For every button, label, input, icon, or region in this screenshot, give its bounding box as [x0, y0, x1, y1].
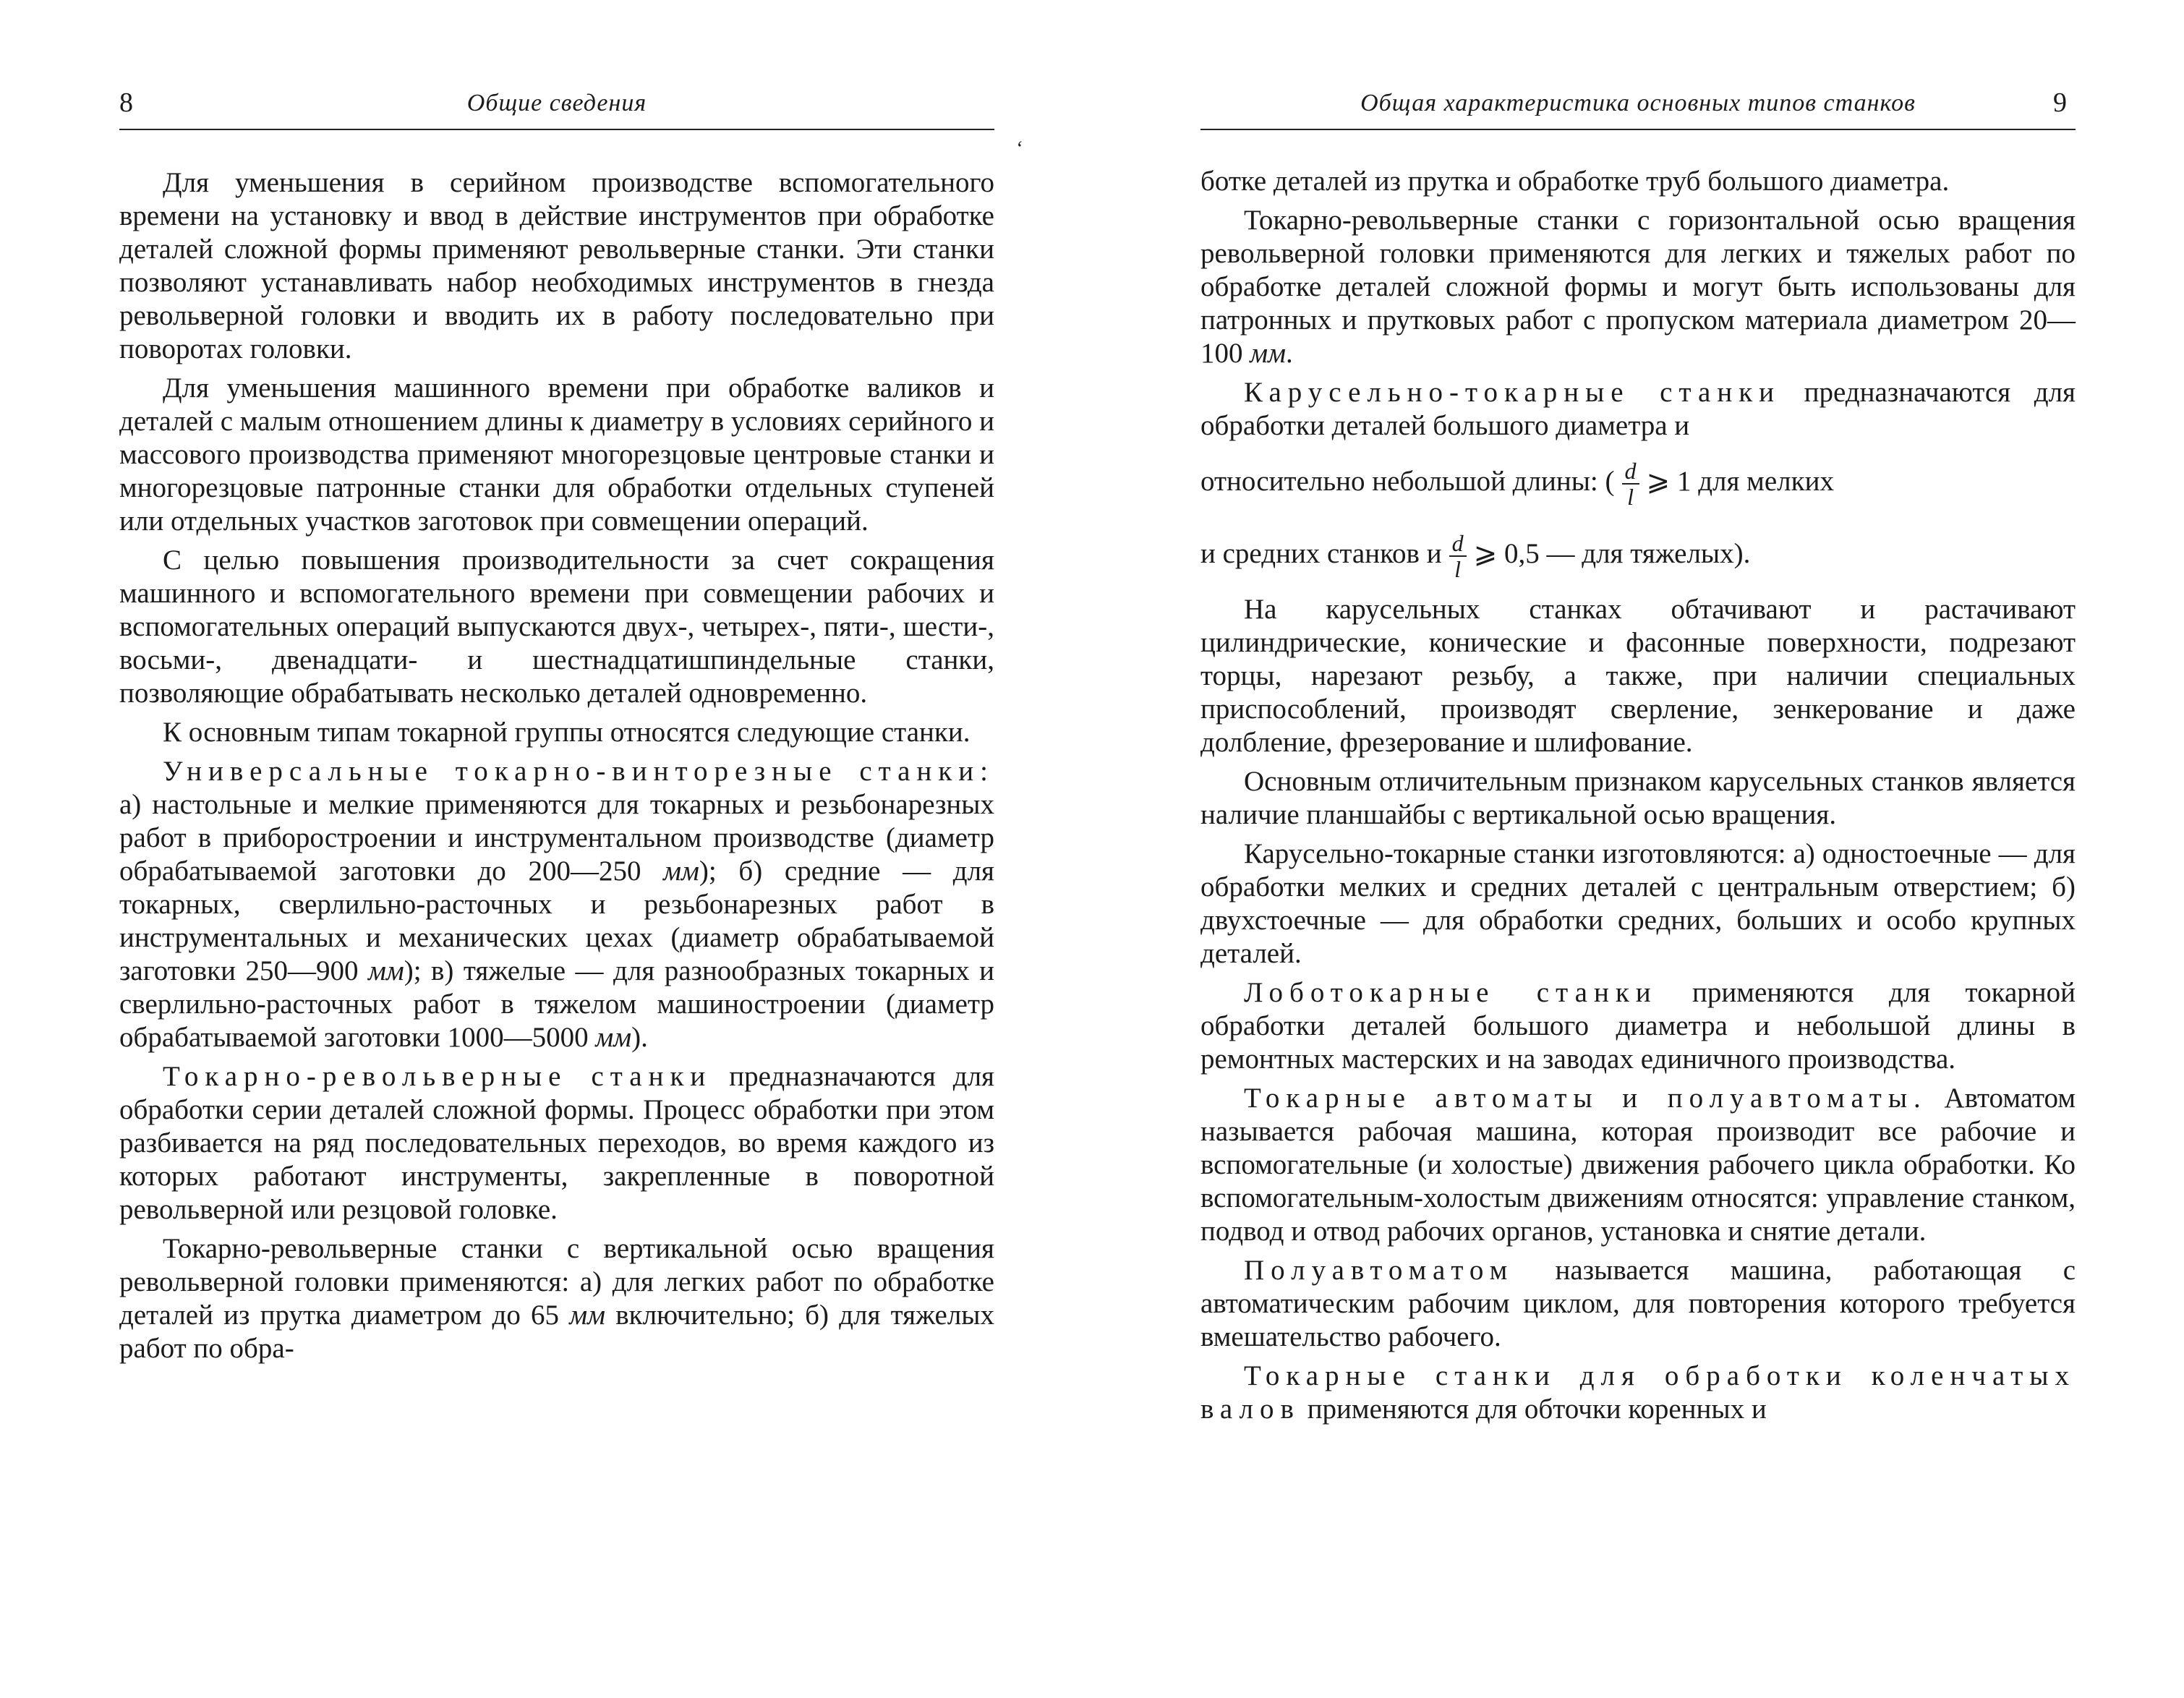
page-number: 8	[119, 88, 133, 118]
paragraph: Карусельно-токарные станки предназначаются для обработки деталей большого диаметра и	[1200, 377, 2076, 441]
header-rule	[1200, 129, 2076, 130]
running-title: Общие сведения	[466, 90, 647, 116]
paragraph: Токарные автоматы и полуавтоматы. Автоматом называется рабочая машина, которая производит все рабочие и вспомогательные (и холостые) движения рабочего цикла обработки. Ко вспомогательным-холостым движениям относятся: управление станком, подвод и отвод рабочих органов, установка и снятие детали.	[1200, 1083, 2076, 1247]
left-page	[119, 0, 994, 1698]
paragraph: Для уменьшения машинного времени при обработке валиков и деталей с малым отношением длины к диаметру в условиях серийного и массового производства применяют многорезцовые центровые станки и многорезцовые патронные станки для обработки отдельных ступеней или отдельных участков заготовок при совмещении операций.	[119, 372, 994, 537]
header-rule	[119, 129, 994, 130]
left-page-header	[119, 81, 994, 132]
unit: мм	[1250, 338, 1287, 369]
unit: мм	[569, 1300, 606, 1331]
formula-line: и средних станков и $\frac{d}{l}$ ⩾ 0,5 — для тяжелых).	[1200, 530, 1751, 583]
paragraph: Универсальные токарно-винторезные станки: а) настольные и мелкие применяются для токарных и резьбонарезных работ в приборостроении и инструментальном производстве (диаметр обрабатываемой заготовки до 200—250 мм); б) средние — для токарных, сверлильно-расточных и резьбонарезных работ в инструментальных и механических цехах (диаметр обрабатываемой заготовки 250—900 мм); в) тяжелые — для разнообразных токарных и сверлильно-расточных работ в тяжелом машиностроении (диаметр обрабатываемой заготовки 1000—5000 мм).	[119, 756, 995, 1053]
running-title: Общая характеристика основных типов станков	[1360, 90, 1916, 116]
fraction: $\frac{d}{l}$	[1449, 531, 1467, 581]
spaced-term: Полуавтоматом	[1244, 1255, 1514, 1286]
paragraph: Полуавтоматом называется машина, работающая с автоматическим рабочим циклом, для повторения которого требуется вмешательство рабочего.	[1200, 1255, 2076, 1352]
spaced-term: Универсальные токарно-винторезные станки:	[163, 756, 994, 787]
paragraph: Токарно-револьверные станки с вертикальной осью вращения револьверной головки применяются: а) для легких работ по обработке деталей из прутка диаметром до 65 мм включительно; б) для тяжелых работ по обра-	[119, 1233, 994, 1364]
paragraph: С целью повышения производительности за счет сокращения машинного и вспомогательного времени при совмещении рабочих и вспомогательных операций выпускаются двух-, четырех-, пяти-, шести-, восьми-, двенадцати- и шестнадцатишпиндельные станки, позволяющие обрабатывать несколько деталей одновременно.	[119, 545, 994, 709]
spaced-term: Карусельно-токарные станки	[1244, 377, 1781, 408]
unit: мм	[595, 1022, 632, 1053]
paragraph: ботке деталей из прутка и обработке труб большого диаметра.	[1200, 166, 1950, 197]
fraction: $\frac{d}{l}$	[1622, 458, 1639, 509]
right-page-header	[1200, 81, 2076, 132]
spaced-term: Токарные станки для обработки коленчатых валов	[1200, 1360, 2076, 1425]
unit: мм	[663, 856, 699, 887]
left-page-body	[119, 166, 994, 1371]
paragraph: Токарно-револьверные станки с горизонтальной осью вращения револьверной головки применяются для легких и тяжелых работ по обработке деталей сложной формы и могут быть использованы для патронных и прутковых работ с пропуском материала диаметром 20—100 мм.	[1200, 205, 2076, 369]
paragraph: Токарные станки для обработки коленчатых валов применяются для обточки коренных и	[1200, 1360, 2076, 1425]
formula-line: относительно небольшой длины: ( $\frac{d}{l}$ ⩾ 1 для мелких	[1200, 458, 1834, 511]
paragraph: Для уменьшения в серийном производстве вспомогательного времени на установку и ввод в действие инструментов при обработке деталей сложной формы применяют револьверные станки. Эти станки позволяют устанавливать набор необходимых инструментов в гнезда револьверной головки и вводить их в работу последовательно при поворотах головки.	[119, 167, 994, 364]
page-number: 9	[2053, 88, 2067, 118]
spaced-term: Токарные автоматы и полуавтоматы.	[1244, 1083, 1927, 1114]
spaced-term: Лоботокарные станки	[1244, 977, 1658, 1008]
spaced-term: Токарно-револьверные станки	[163, 1061, 712, 1092]
right-page	[1200, 0, 2076, 1698]
paragraph: Карусельно-токарные станки изготовляются: а) одностоечные — для обработки мелких и средних деталей с центральным отверстием; б) двухстоечные — для обработки средних, больших и особо крупных деталей.	[1200, 838, 2076, 969]
paragraph: Лоботокарные станки применяются для токарной обработки деталей большого диаметра и небольшой длины в ремонтных мастерских и на заводах единичного производства.	[1200, 977, 2076, 1075]
right-page-body	[1200, 165, 2076, 1432]
paragraph: На карусельных станках обтачивают и растачивают цилиндрические, конические и фасонные поверхности, подрезают торцы, нарезают резьбу, а также, при наличии специальных приспособлений, производят сверление, зенкерование и даже долбление, фрезерование и шлифование.	[1200, 594, 2076, 758]
unit: мм	[367, 955, 404, 986]
paragraph: Основным отличительным признаком карусельных станков является наличие планшайбы с вертикальной осью вращения.	[1200, 766, 2076, 830]
margin-mark: ʻ	[1015, 137, 1023, 160]
paragraph: К основным типам токарной группы относятся следующие станки.	[163, 717, 971, 748]
paragraph: Токарно-револьверные станки предназначаются для обработки серии деталей сложной формы. Процесс обработки при этом разбивается на ряд последовательных переходов, во время каждого из которых работают инструменты, закрепленные в поворотной револьверной или резцовой головке.	[119, 1061, 994, 1225]
